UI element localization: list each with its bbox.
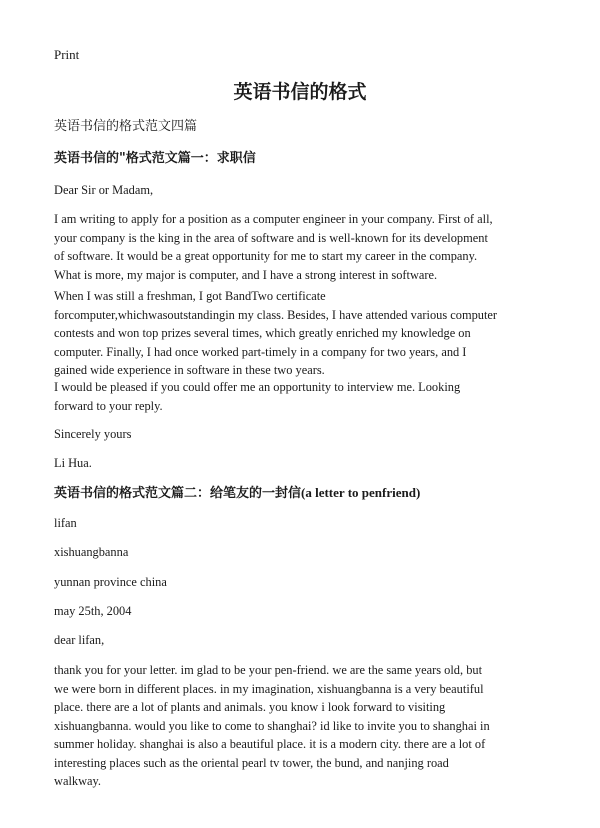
text-line: walkway. bbox=[54, 774, 102, 788]
section2-heading-cn: 英语书信的格式范文篇二：给笔友的一封信 bbox=[54, 486, 302, 501]
print-link[interactable]: Print bbox=[54, 47, 80, 62]
text-line: What is more, my major is computer, and I have a strong interest in software. bbox=[54, 267, 438, 282]
section2-date-line: may 25th, 2004 bbox=[54, 604, 132, 618]
section2-place-line: xishuangbanna bbox=[54, 545, 129, 559]
text-line: interesting places such as the oriental pearl tv tower, the bund, and nanjing road bbox=[54, 755, 449, 770]
section1-paragraph-1 bbox=[54, 210, 548, 284]
page-subtitle: 英语书信的格式范文四篇 bbox=[54, 119, 198, 134]
text-line: of software. It would be a great opportunity for me to start my career in the company. bbox=[54, 249, 478, 263]
section1-heading: 英语书信的"格式范文篇一：求职信 bbox=[54, 151, 256, 166]
text-line: When I was still a freshman, I got BandTwo certificate bbox=[54, 289, 326, 303]
page-title: 英语书信的格式 bbox=[233, 81, 367, 103]
section1-paragraph-3 bbox=[54, 378, 548, 415]
section2-name-line: lifan bbox=[54, 516, 77, 530]
text-line: we were born in different places. in my imagination, xishuangbanna is a very beautiful bbox=[54, 681, 484, 696]
text-line: forcomputer,whichwasoutstandingin my class. Besides, I have attended various computer bbox=[54, 307, 498, 322]
section1-signature: Li Hua. bbox=[54, 456, 92, 470]
text-line: I would be pleased if you could offer me an opportunity to interview me. Looking bbox=[54, 380, 461, 394]
section2-address-line: yunnan province china bbox=[54, 575, 167, 589]
text-line: contests and won top prizes several times, which greatly enriched my knowledge on bbox=[54, 326, 471, 340]
section1-salutation: Dear Sir or Madam, bbox=[54, 183, 154, 197]
section2-heading-en: (a letter to penfriend) bbox=[301, 485, 421, 500]
text-line: gained wide experience in software in these two years. bbox=[54, 363, 325, 377]
section2-salutation: dear lifan, bbox=[54, 633, 105, 647]
section1-paragraph-2 bbox=[54, 287, 548, 380]
section1-closing: Sincerely yours bbox=[54, 427, 132, 441]
text-line: I am writing to apply for a position as a computer engineer in your company. First of all, bbox=[54, 212, 493, 226]
section2-paragraph-1 bbox=[54, 661, 548, 791]
text-line: computer. Finally, I had once worked part-timely in a company for two years, and I bbox=[54, 344, 467, 359]
text-line: place. there are a lot of plants and animals. you know i look forward to visiting bbox=[54, 700, 446, 714]
text-line: summer holiday. shanghai is also a beautiful place. it is a modern city. there are a lot of bbox=[54, 737, 486, 751]
text-line: forward to your reply. bbox=[54, 398, 163, 413]
text-line: your company is the king in the area of software and is well-known for its development bbox=[54, 230, 488, 245]
section2-heading bbox=[54, 484, 420, 503]
text-line: thank you for your letter. im glad to be your pen-friend. we are the same years old, but bbox=[54, 663, 483, 677]
text-line: xishuangbanna. would you like to come to shanghai? id like to invite you to shanghai in bbox=[54, 718, 490, 733]
